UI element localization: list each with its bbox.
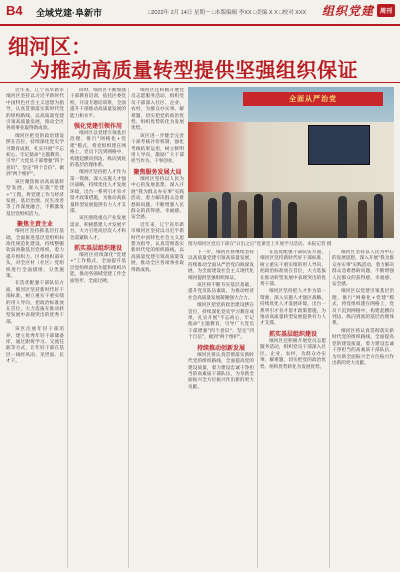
subheading: 聚焦服务发展大局 [133,168,182,176]
paragraph: 细河区把党的政治建设摆在首位，持续深化党史学习教育成果，扎实开展"不忘初心、牢记使命"主题教育，引导广大党员干部增强"四个意识"、坚定"四个自信"、做到"两个维护"。 [188,303,254,341]
paragraph: 细河区坚持以人民为中心的发展思想，深入开展"我为群众办实事"实践活动，着力解决群众急难愁盼问题，不断增强人民群众的获得感、幸福感、安全感。 [332,250,394,288]
article-column-5 [260,250,326,568]
paragraph: 细河区以党建引领基层治理，推行"网格化+党建"模式，将党组织建在网格上，党员下沉到网格中，构建起横向到边、纵向到底的基层治理体系。 [332,289,394,327]
column-divider [67,88,68,568]
paragraph: 近年来，辽宁省阜新市细河区坚持以习近平新时代中国特色社会主义思想为指导，认真贯彻落实新时代党的组织路线，以高质量党建引领高质量发展，推动全区各项事业取得新成效。 [6,88,64,132]
subheading: 强化党建引领作用 [73,123,122,131]
photo-person [288,202,297,238]
subheading: 抓实基层组织建设 [73,244,122,252]
paper-logo: 组织党建 [321,4,374,18]
headline-rule [0,82,400,83]
issue-info: □2022年 2月 14日 星期一 □本版编辑 李XX □美编 X X □校对 XXX [148,10,307,16]
paragraph: 在选优配强干部队伍方面，细河区坚持新时代好干部标准，树立重实干重实绩的用人导向，把政治标准放在首位，大力选拔在推动转型发展中表现突出的优秀干部。 [6,281,64,325]
column-divider [128,88,129,568]
photo-screen [308,125,370,165]
paragraph: 该区进一步健全完善干部考核评价机制，强化考核结果运用，树立鲜明用人导向，激励广大干部担当作为、干事创业。 [131,133,184,165]
article-photo [188,87,394,238]
section-name: 全域党建·阜新市 [36,8,102,18]
column-divider [257,250,258,568]
paragraph: 同时，细河区不断加强干部教育培训，依托区委党校，开设专题培训班，全面提升干部推动高质量发展的能力和水平。 [70,88,126,119]
paragraph: 下一步，细河区将继续坚持以高质量党建引领高质量发展，持续推动全面从严治党向纵深发展，为全面建设社会主义现代化细河提供坚强组织保证。 [188,250,254,281]
subheading: 聚焦主责主业 [16,221,53,229]
paragraph: 该区围绕重点产业发展需求，积极搭建人才发展平台，大力引进高层次人才和急需紧缺人才。 [70,216,126,241]
photo-person [238,200,247,238]
masthead [0,0,400,26]
paragraph: 细河区坚持把人才作为第一资源，深入实施人才强区战略，持续优化人才发展环境，出台一系列引才育才留才政策措施，为推动高质量转型发展提供有力人才支撑。 [260,289,326,327]
article-column-2 [70,88,126,568]
weekly-badge: 周刊 [377,4,395,17]
headline-line-1: 细河区： [8,34,92,59]
photo-person [272,198,281,238]
paragraph: 细河区将认真贯彻落实新时代党的组织路线，全面提高党的建设质量，着力建设忠诚干净担当的高素质干部队伍，为阜新全面振兴全方位振兴作出新的更大贡献。 [188,352,254,390]
paragraph: 该区注重年轻干部培养，建立优秀年轻干部储备库，通过跟班学习、交流任职等方式，让年轻干部在基层一线经风雨、见世面、长才干。 [6,327,64,365]
article-column-1 [6,88,64,568]
photo-slogan-banner [243,92,383,106]
photo-person [338,196,347,238]
paragraph: 细河区坚持以人民为中心的发展思想，深入开展"我为群众办实事"实践活动，着力解决群众急难愁盼问题，不断增强人民群众的获得感、幸福感、安全感。 [131,176,184,221]
photo-person [254,194,263,238]
paragraph: 细河区以党建引领基层治理，推行"网格化+党建"模式，将党组织建在网格上，党员下沉到网格中，构建起横向到边、纵向到底的基层治理体系。 [70,131,126,169]
paragraph: 细河区还积极开展党员志愿服务活动，组织党员干部深入社区、企业、农村，为群众办实事、解难题，切实把党的政治优势、组织优势转化为发展优势。 [260,338,326,370]
page-number: B4 [6,3,23,18]
paragraph: 细河区坚持抓基层打基础，全面推进基层党组织标准化规范化建设，持续整顿软弱涣散基层党组织，着力提升组织力。区委组织部牵头，对全区村（社区）党组织进行全面摸排，分类施策。 [6,229,64,279]
subheading: 持续推动创新发展 [196,344,245,352]
paragraph: 细河区将认真贯彻落实新时代党的组织路线，全面提高党的建设质量，着力建设忠诚干净担当的高素质干部队伍，为阜新全面振兴全方位振兴作出新的更大贡献。 [332,328,394,366]
article-column-6 [332,250,394,568]
paragraph: 细河区还积极开展党员志愿服务活动，组织党员干部深入社区、企业、农村，为群众办实事、解难题，切实把党的政治优势、组织优势转化为发展优势。 [131,88,184,132]
paragraph: 细河区持续深化"党建+"工作模式，全面提升基层党组织政治功能和组织功能，推动各领域党建工作全面进步、全面过硬。 [70,252,126,284]
photo-person [374,194,383,238]
paragraph: 在选优配强干部队伍方面，细河区坚持新时代好干部标准，树立重实干重实绩的用人导向，把政治标准放在首位，大力选拔在推动转型发展中表现突出的优秀干部。 [260,250,326,288]
photo-person [222,192,231,238]
paragraph: 该区将不断夯实基层基础，提升党员队伍素质，为推动经济社会高质量发展凝聚强大合力。 [188,283,254,301]
paragraph: 细河区坚持把人才作为第一资源，深入实施人才强区战略，持续优化人才发展环境，出台一系列引才育才留才政策措施，为推动高质量转型发展提供有力人才支撑。 [70,170,126,214]
photo-person [208,198,217,238]
photo-person [358,200,367,238]
photo-caption: 图为细河区党员干部在"日出之后"党课堂上开展学习活动。本报记者 摄 [188,242,332,247]
headline-line-2: 为推动高质量转型提供坚强组织保证 [30,58,358,82]
subheading: 抓实基层组织建设 [268,330,317,338]
column-divider [329,250,330,568]
paragraph: 该区聚焦推动高质量转型发展，深入实施"党建+"工程，将党建工作与经济发展、基层治理、民生改善等工作深度融合，不断激发基层党组织活力。 [6,179,64,217]
article-column-4 [188,250,254,568]
paragraph: 近年来，辽宁省阜新市细河区坚持以习近平新时代中国特色社会主义思想为指导，认真贯彻落实新时代党的组织路线，以高质量党建引领高质量发展，推动全区各项事业取得新成效。 [131,222,184,273]
photo-slogan: 全面从严治党 [289,94,337,103]
paragraph: 细河区把党的政治建设摆在首位，持续深化党史学习教育成果，扎实开展"不忘初心、牢记使命"主题教育，引导广大党员干部增强"四个意识"、坚定"四个自信"、做到"两个维护"。 [6,133,64,178]
article-column-3 [131,88,184,568]
